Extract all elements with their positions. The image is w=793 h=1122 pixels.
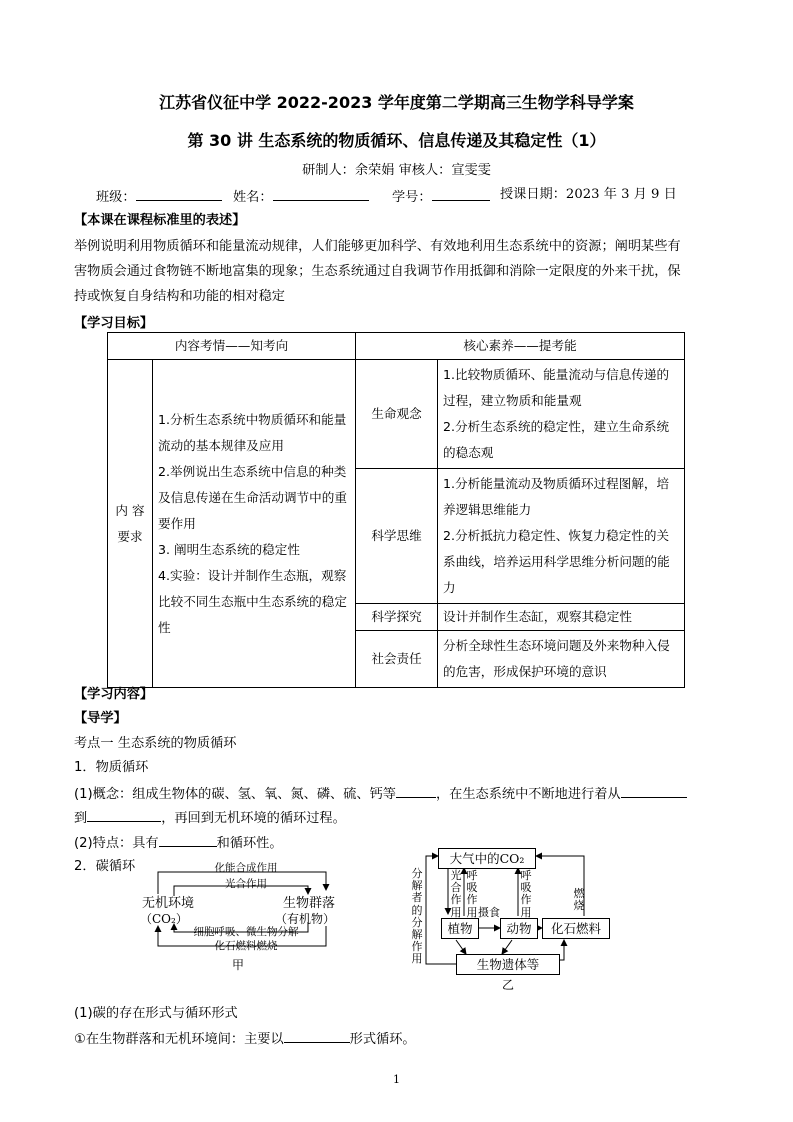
eating-label: 摄食 bbox=[478, 906, 500, 919]
jia-bottom-label-1: 细胞呼吸、微生物分解 bbox=[193, 926, 299, 938]
goals-content-items: 1.分析生态系统中物质循环和能量流动的基本规律及应用 2.举例说出生态系统中信息的种类及信息传递在生命活动调节中的重要作用 3. 阐明生态系统的稳定性 4.实验：设计并制作生态瓶，观察比较不同生态瓶中生态系统的稳定性 bbox=[153, 360, 356, 688]
decomposer-label: 分解者的分解作用 bbox=[411, 867, 423, 966]
plant-box: 植物 bbox=[441, 918, 479, 939]
date-field: 授课日期：2023 年 3 月 9 日 bbox=[500, 187, 677, 202]
literacy-desc: 1.分析能量流动及物质循环过程图解，培养逻辑思维能力 2.分析抵抗力稳定性、恢复力稳定性的关系曲线，培养运用科学思维分析问题的能力 bbox=[438, 469, 685, 604]
literacy-name: 科学思维 bbox=[356, 469, 438, 604]
literacy-name: 科学探究 bbox=[356, 604, 438, 631]
name-label: 姓名： bbox=[233, 190, 273, 205]
page-number: 1 bbox=[393, 1073, 400, 1086]
carbon-form-heading: (1)碳的存在形式与循环形式 bbox=[74, 1006, 238, 1021]
plant-respiration-label: 呼吸作用 bbox=[466, 869, 478, 919]
number-label: 学号： bbox=[392, 190, 432, 205]
standards-line-3: 持或恢复自身结构和功能的相对稳定 bbox=[74, 289, 285, 304]
lesson-title: 第 30 讲 生态系统的物质循环、信息传递及其稳定性（1） bbox=[187, 131, 606, 150]
jia-top-label-1: 化能合成作用 bbox=[214, 862, 278, 874]
remains-box: 生物遗体等 bbox=[456, 954, 560, 975]
blank-field[interactable] bbox=[284, 1031, 350, 1043]
goals-heading: 【学习目标】 bbox=[74, 316, 154, 331]
animal-respiration-label: 呼吸作用 bbox=[520, 869, 532, 919]
authors-line: 研制人：余荣娟 审核人：宣雯雯 bbox=[302, 163, 491, 178]
blank-field[interactable] bbox=[396, 786, 436, 798]
number-field[interactable] bbox=[392, 188, 490, 204]
literacy-name: 社会责任 bbox=[356, 631, 438, 688]
blank-field[interactable] bbox=[159, 835, 217, 847]
concept-line-1: (1)概念：组成生物体的碳、氢、氧、氮、磷、硫、钙等 ，在生态系统中不断地进行着从 bbox=[74, 786, 687, 801]
fossil-fuel-box: 化石燃料 bbox=[542, 918, 610, 939]
name-field[interactable] bbox=[233, 188, 369, 204]
literacy-name: 生命观念 bbox=[356, 360, 438, 469]
photosynthesis-label: 光合作用 bbox=[450, 869, 462, 919]
guide-heading: 【导学】 bbox=[74, 711, 127, 726]
topic-heading: 考点一 生态系统的物质循环 bbox=[74, 736, 237, 751]
jia-left-node-sub: （CO₂） bbox=[140, 912, 188, 926]
jia-right-node-sub: （有机物） bbox=[275, 912, 336, 926]
standards-line-2: 害物质会通过食物链不断地富集的现象；生态系统通过自我调节作用抵御和消除一定限度的外来干扰，保 bbox=[74, 264, 681, 279]
goals-row-label: 内 容 要求 bbox=[108, 360, 153, 688]
jia-right-node: 生物群落 bbox=[283, 896, 336, 911]
class-label: 班级： bbox=[96, 190, 136, 205]
blank-field[interactable] bbox=[87, 810, 161, 822]
blank-field[interactable] bbox=[621, 786, 687, 798]
school-title: 江苏省仪征中学 2022-2023 学年度第二学期高三生物学科导学案 bbox=[159, 93, 634, 112]
atmosphere-co2-box: 大气中的CO₂ bbox=[438, 848, 536, 869]
learning-heading: 【学习内容】 bbox=[74, 687, 154, 702]
concept-line-2: 到 ，再回到无机环境的循环过程。 bbox=[74, 811, 346, 826]
jia-top-label-2: 光合作用 bbox=[225, 878, 267, 890]
carbon-form-line-1: ①在生物群落和无机环境间：主要以 形式循环。 bbox=[74, 1032, 416, 1047]
jia-bottom-label-2: 化石燃料燃烧 bbox=[214, 940, 278, 952]
goals-table bbox=[107, 332, 685, 688]
goals-col2-header: 核心素养——提考能 bbox=[356, 333, 685, 360]
section-2-title: 2．碳循环 bbox=[74, 859, 136, 874]
goals-col1-header: 内容考情——知考向 bbox=[108, 333, 356, 360]
literacy-desc: 1.比较物质循环、能量流动与信息传递的过程，建立物质和能量观 2.分析生态系统的稳定性，建立生命系统的稳态观 bbox=[438, 360, 685, 469]
section-1-title: 1．物质循环 bbox=[74, 760, 149, 775]
class-field[interactable] bbox=[96, 188, 222, 204]
standards-heading: 【本课在课程标准里的表述】 bbox=[74, 213, 246, 228]
literacy-desc: 分析全球性生态环境问题及外来物种入侵的危害，形成保护环境的意识 bbox=[438, 631, 685, 688]
jia-diagram-label: 甲 bbox=[232, 958, 245, 972]
standards-line-1: 举例说明利用物质循环和能量流动规律，人们能够更加科学、有效地利用生态系统中的资源；阐明某些有 bbox=[74, 239, 681, 254]
animal-box: 动物 bbox=[500, 918, 538, 939]
literacy-desc: 设计并制作生态缸，观察其稳定性 bbox=[438, 604, 685, 631]
yi-diagram-label: 乙 bbox=[502, 978, 515, 992]
jia-left-node: 无机环境 bbox=[142, 896, 195, 911]
feature-line: (2)特点：具有 和循环性。 bbox=[74, 836, 283, 851]
burning-label: 燃烧 bbox=[573, 887, 585, 913]
